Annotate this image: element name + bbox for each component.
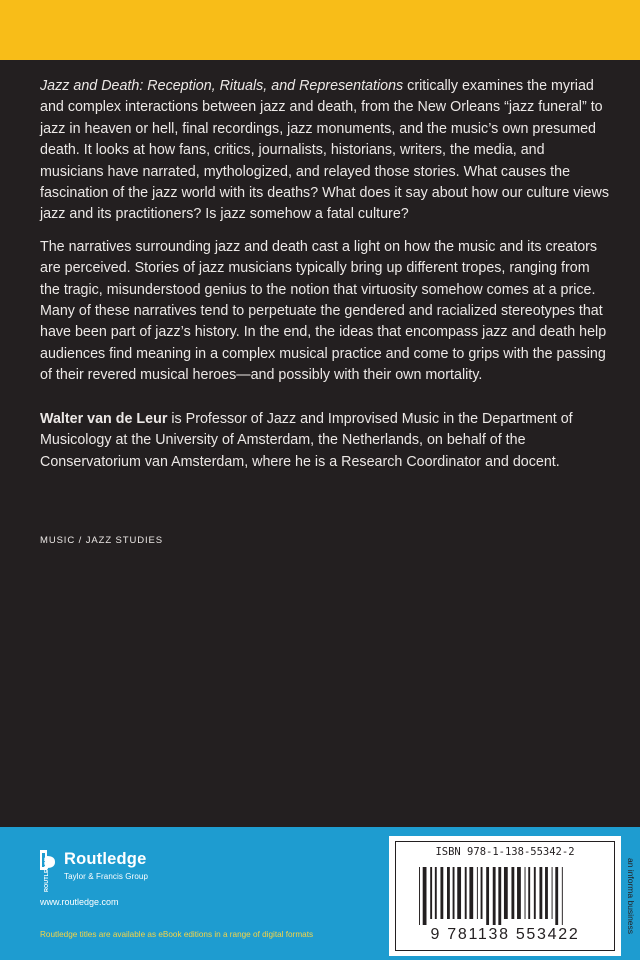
ebook-availability-note: Routledge titles are available as eBook editions in a range of digital formats [40, 930, 314, 939]
barcode-bar [555, 867, 558, 925]
informa-business-tag [624, 836, 638, 956]
barcode-bar [419, 867, 420, 925]
barcode-bar [486, 867, 489, 925]
publisher-logo [38, 850, 178, 898]
barcode-bar [539, 867, 542, 919]
description-paragraph-1 [40, 76, 612, 226]
author-bio [40, 409, 612, 473]
barcode-bar [498, 867, 501, 925]
barcode-bar [457, 867, 461, 919]
isbn-label: ISBN 978-1-138-55342-2 [435, 846, 575, 858]
barcode-bar [477, 867, 478, 919]
book-title: Jazz and Death: Reception, Rituals, and Representations [40, 78, 404, 94]
publisher-url[interactable]: www.routledge.com [40, 897, 119, 907]
subject-category: MUSIC / JAZZ STUDIES [40, 535, 164, 546]
publisher-group: Taylor & Francis Group [64, 872, 149, 881]
barcode-bar [465, 867, 467, 919]
barcode-bar [423, 867, 427, 925]
top-color-band [0, 0, 640, 60]
barcode-bar [511, 867, 514, 919]
barcode-bar [528, 867, 530, 919]
back-cover-main [0, 60, 640, 827]
barcode-bar [430, 867, 432, 919]
barcode-bar [447, 867, 450, 919]
author-bio-text: is Professor of Jazz and Improvised Music in the Department of Musicology at the University of Amsterdam, the Netherlands, on behalf of the Conservatorium van Amsterdam, where he is a Research Coordinator and docent. [40, 410, 573, 470]
barcode-bar [562, 867, 563, 925]
barcode-bar [493, 867, 496, 925]
barcode-bar [504, 867, 508, 919]
routledge-logo-icon [38, 850, 58, 894]
barcode-bar [552, 867, 553, 919]
svg-text:ROUTLEDGE: ROUTLEDGE [44, 857, 50, 892]
informa-business-text: an informa business [626, 857, 636, 935]
author-name: Walter van de Leur [40, 410, 168, 427]
barcode-bar [440, 867, 443, 919]
description-paragraph-2: The narratives surrounding jazz and death cast a light on how the music and its creators are perceived. Stories of jazz musicians typically bring up different tropes, ranging from the tragic, misunderstood genius to the notion that virtuosity somehow comes at a price. Many of these narratives tend to perpetuate the gendered and racialized stereotypes that have been part of jazz’s history. In the end, the ideas that encompass jazz and death help audiences find meaning in a complex musical practice and come to grips with the passing of their revered musical heroes—and possibly with their own mortality. [40, 238, 607, 384]
isbn-digits: 9 781138 553422 [430, 926, 580, 943]
barcode-bar [435, 867, 437, 919]
barcode-bar [534, 867, 536, 919]
barcode-bar [545, 867, 548, 919]
barcode-bar [453, 867, 455, 919]
description-paragraph-1-text: critically examines the myriad and complex interactions between jazz and death, from the New Orleans “jazz funeral” to jazz in heaven or hell, final recordings, jazz monuments, and the music’s own presumed death. It looks at how fans, critics, journalists, historians, writers, the media, and musicians have narrated, mythologized, and relayed those stories. What causes the fascination of the jazz world with its deaths? What does it say about how our culture views jazz and its practitioners? Is jazz somehow a fatal culture? [40, 78, 609, 223]
barcode-bars [417, 867, 597, 925]
barcode-bar [525, 867, 526, 919]
barcode-bar [469, 867, 473, 919]
description-block [40, 76, 612, 484]
publisher-band [0, 827, 640, 960]
isbn-barcode [389, 836, 621, 956]
publisher-name: Routledge [64, 850, 147, 868]
barcode-bar [517, 867, 521, 919]
barcode-bar [481, 867, 483, 919]
